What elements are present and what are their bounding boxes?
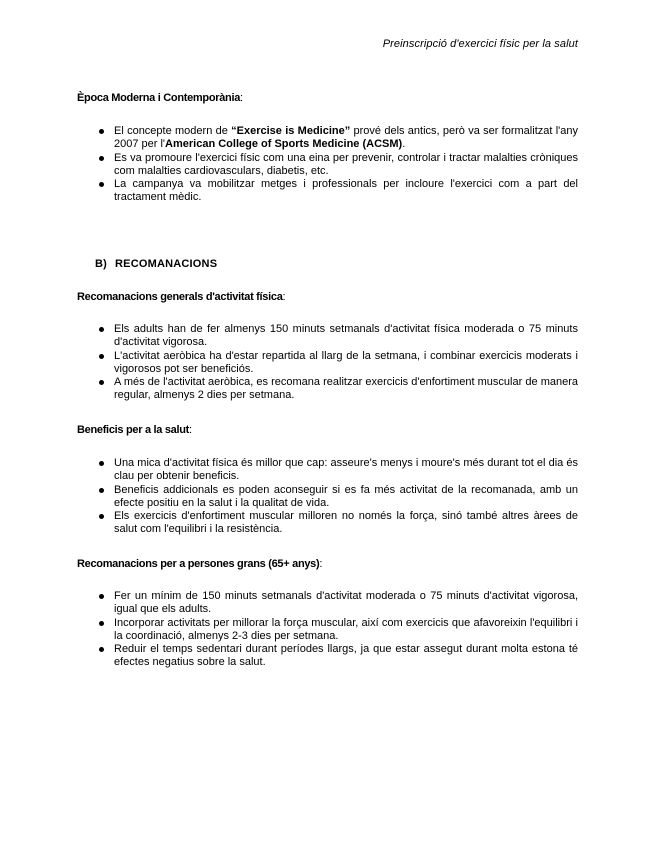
page-header: Preinscripció d'exercici físic per la salut — [382, 38, 578, 50]
epoca-list — [77, 125, 578, 205]
bullet-icon — [99, 327, 104, 332]
list-item: Una mica d'activitat física és millor que cap: asseure's menys i moure's més durant tot el dia és clau per obtenir beneficis. — [77, 457, 578, 484]
list-item: Fer un mínim de 150 minuts setmanals d'activitat moderada o 75 minuts d'activitat vigorosa, igual que els adults. — [77, 590, 578, 617]
bullet-icon — [99, 182, 104, 187]
bullet-icon — [99, 514, 104, 519]
beneficis-list — [77, 457, 578, 537]
list-item: A més de l'activitat aeròbica, es recomana realitzar exercicis d'enfortiment muscular de manera regular, almenys 2 dies per setmana. — [77, 376, 578, 403]
generals-heading: Recomanacions generals d'activitat física: — [77, 291, 286, 303]
bullet-icon — [99, 380, 104, 385]
list-item: Beneficis addicionals es poden aconseguir si es fa més activitat de la recomanada, amb un efecte positiu en la salut i la qualitat de vida. — [77, 484, 578, 511]
list-item: Els adults han de fer almenys 150 minuts setmanals d'activitat física moderada o 75 minuts d'activitat vigorosa. — [77, 323, 578, 350]
section-b-title: B) RECOMANACIONS — [95, 258, 218, 270]
list-item: La campanya va mobilitzar metges i professionals per incloure l'exercici com a part del tractament mèdic. — [77, 178, 578, 205]
epoca-heading: Època Moderna i Contemporània: — [77, 92, 244, 104]
list-item: Es va promoure l'exercici físic com una eina per prevenir, controlar i tractar malalties cròniques com malalties cardiovasculars, diabetis, etc. — [77, 152, 578, 179]
grans-list — [77, 590, 578, 670]
list-item: L'activitat aeròbica ha d'estar repartida al llarg de la setmana, i combinar exercicis moderats i vigorosos pot ser beneficiós. — [77, 350, 578, 377]
bullet-icon — [99, 461, 104, 466]
list-item: El concepte modern de “Exercise is Medicine” prové dels antics, però va ser formalitzat l'any 2007 per l'American College of Sports Medicine (ACSM). — [77, 125, 578, 152]
grans-heading: Recomanacions per a persones grans (65+ anys): — [77, 558, 323, 570]
generals-list — [77, 323, 578, 403]
bullet-icon — [99, 129, 104, 134]
list-item: Reduir el temps sedentari durant períodes llargs, ja que estar assegut durant molta estona té efectes negatius sobre la salut. — [77, 643, 578, 670]
list-item: Incorporar activitats per millorar la força muscular, així com exercicis que afavoreixin l'equilibri i la coordinació, almenys 2-3 dies per setmana. — [77, 617, 578, 644]
bullet-icon — [99, 354, 104, 359]
bullet-icon — [99, 647, 104, 652]
bullet-icon — [99, 488, 104, 493]
bullet-icon — [99, 156, 104, 161]
list-item: Els exercicis d'enfortiment muscular milloren no només la força, sinó també altres àrees de salut com l'equilibri i la resistència. — [77, 510, 578, 537]
bullet-icon — [99, 594, 104, 599]
bullet-icon — [99, 621, 104, 626]
beneficis-heading: Beneficis per a la salut: — [77, 424, 193, 436]
